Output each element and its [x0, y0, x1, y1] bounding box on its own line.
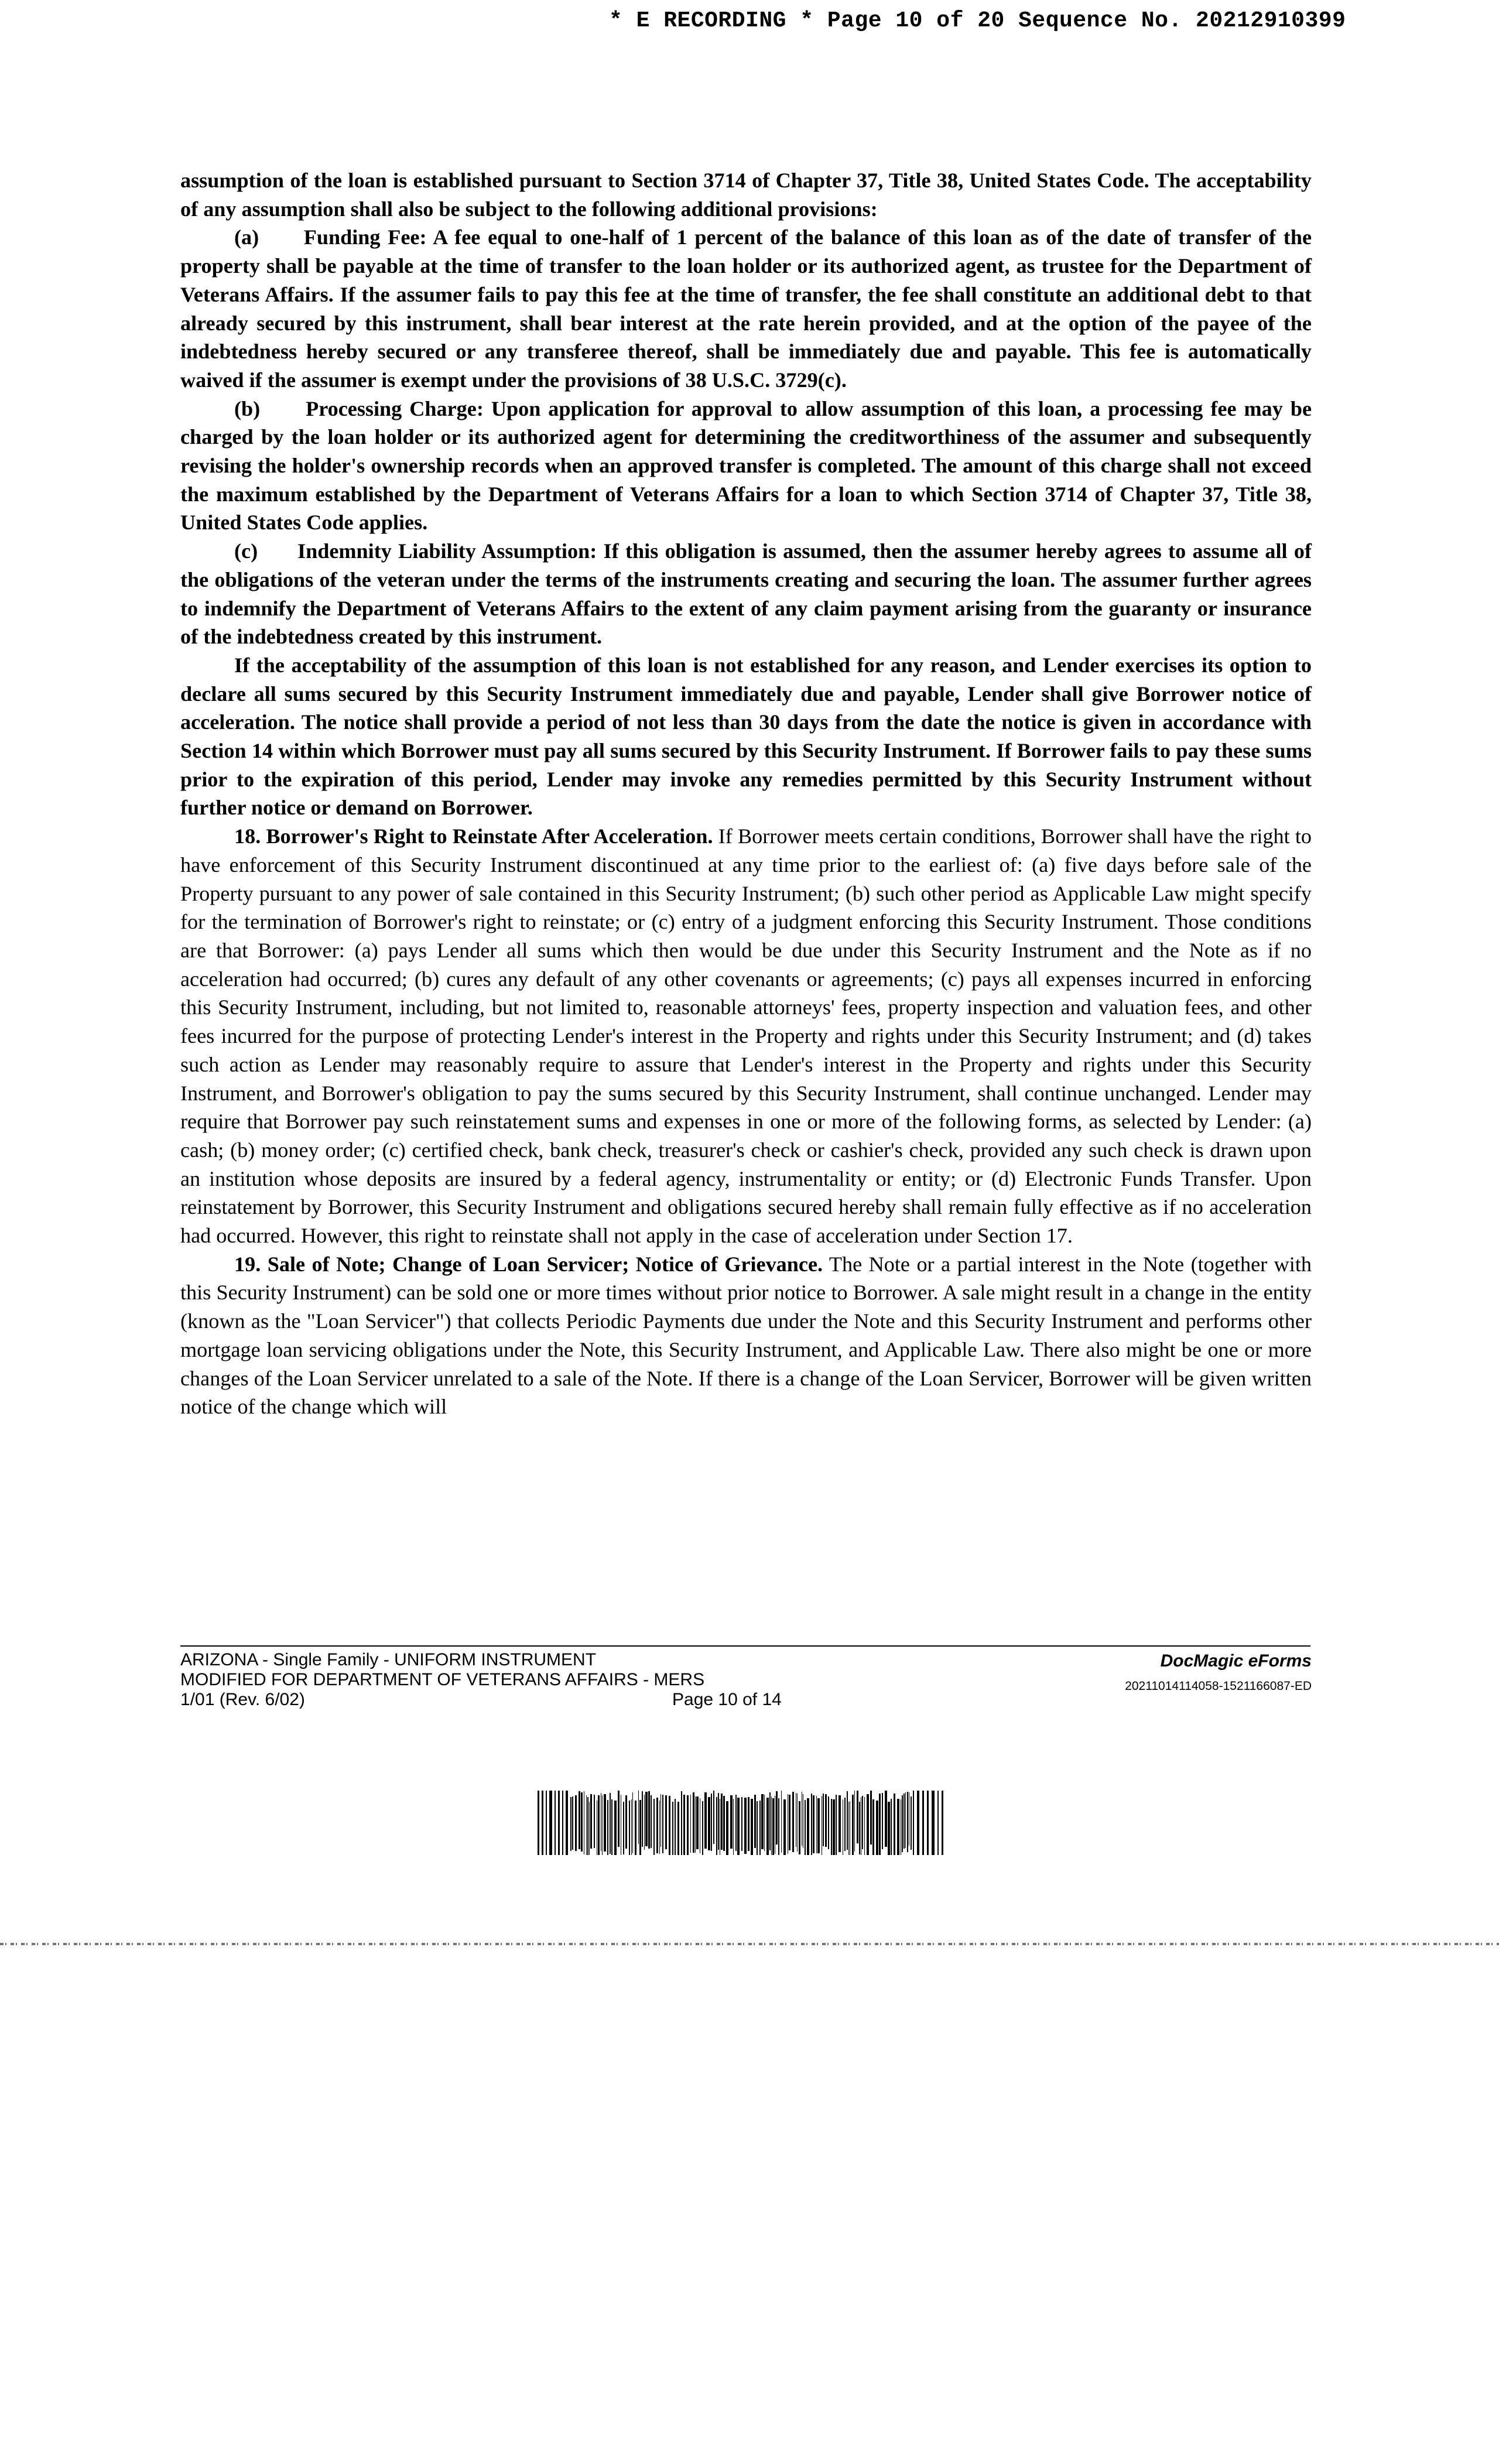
- provision-c-label: (c): [234, 539, 258, 563]
- section-18: [180, 822, 1312, 1250]
- footer-page-number: Page 10 of 14: [672, 1690, 782, 1709]
- document-body: [180, 166, 1312, 1421]
- provision-b: [180, 395, 1312, 538]
- section-19-text: The Note or a partial interest in the Note (together with this Security Instrument) can be sold one or more times without prior notice to Borrower. A sale might result in a change in the entity (known as the "Loan Servicer") that collects Periodic Payments due under the Note and this Security Instrument and performs other mortgage loan servicing obligations under the Note, this Security Instrument, and Applicable Law. There also might be one or more changes of the Loan Servicer unrelated to a sale of the Note. If there is a change of the Loan Servicer, Borrower will be given written notice of the change which will: [180, 1252, 1312, 1419]
- footer-divider: [180, 1645, 1310, 1647]
- section-19: [180, 1250, 1312, 1421]
- provision-a-label: (a): [234, 225, 259, 249]
- recording-stamp: * E RECORDING * Page 10 of 20 Sequence No. 20212910399: [609, 8, 1346, 33]
- scan-artifact-line: [0, 1943, 1499, 1945]
- footer-line-3: 1/01 (Rev. 6/02): [180, 1690, 305, 1709]
- footer-line-2: MODIFIED FOR DEPARTMENT OF VETERANS AFFAIRS - MERS: [180, 1670, 705, 1689]
- provision-a: [180, 223, 1312, 394]
- provision-c: [180, 537, 1312, 651]
- section-18-heading: 18. Borrower's Right to Reinstate After Acceleration.: [234, 824, 713, 848]
- provision-b-label: (b): [234, 396, 261, 420]
- barcode-image: [538, 1791, 954, 1855]
- section-18-text: If Borrower meets certain conditions, Borrower shall have the right to have enforcement of this Security Instrument discontinued at any time prior to the earliest of: (a) five days before sale of the Property pursuant to any power of sale contained in this Security Instrument; (b) such other period as Applicable Law might specify for the termination of Borrower's right to reinstate; or (c) entry of a judgment enforcing this Security Instrument. Those conditions are that Borrower: (a) pays Lender all sums which then would be due under this Security Instrument and the Note as if no acceleration had occurred; (b) cures any default of any other covenants or agreements; (c) pays all expenses incurred in enforcing this Security Instrument, including, but not limited to, reasonable attorneys' fees, property inspection and valuation fees, and other fees incurred for the purpose of protecting Lender's interest in the Property and rights under this Security Instrument; and (d) takes such action as Lender may reasonably require to assure that Lender's interest in the Property and rights under this Security Instrument, and Borrower's obligation to pay the sums secured by this Security Instrument, shall continue unchanged. Lender may require that Borrower pay such reinstatement sums and expenses in one or more of the following forms, as selected by Lender: (a) cash; (b) money order; (c) certified check, bank check, treasurer's check or cashier's check, provided any such check is drawn upon an institution whose deposits are insured by a federal agency, instrumentality or entity; or (d) Electronic Funds Transfer. Upon reinstatement by Borrower, this Security Instrument and obligations secured hereby shall remain fully effective as if no acceleration had occurred. However, this right to reinstate shall not apply in the case of acceleration under Section 17.: [180, 824, 1312, 1248]
- docmagic-logo: DocMagic eForms: [1160, 1651, 1312, 1671]
- intro-paragraph: assumption of the loan is established pursuant to Section 3714 of Chapter 37, Title 38, United States Code. The acceptability of any assumption shall also be subject to the following additional provisions:: [180, 169, 1312, 221]
- provision-b-text: Processing Charge: Upon application for approval to allow assumption of this loan, a processing fee may be charged by the loan holder or its authorized agent for determining the creditworthiness of the assumer and subsequently revising the holder's ownership records when an approved transfer is completed. The amount of this charge shall not exceed the maximum established by the Department of Veterans Affairs for a loan to which Section 3714 of Chapter 37, Title 38, United States Code applies.: [180, 396, 1312, 535]
- footer-line-1: ARIZONA - Single Family - UNIFORM INSTRUMENT: [180, 1650, 597, 1669]
- document-id: 20211014114058-1521166087-ED: [1125, 1679, 1312, 1693]
- acceleration-paragraph: If the acceptability of the assumption of this loan is not established for any reason, and Lender exercises its option to declare all sums secured by this Security Instrument immediately due and payable, Lender shall give Borrower notice of acceleration. The notice shall provide a period of not less than 30 days from the date the notice is given in accordance with Section 14 within which Borrower must pay all sums secured by this Security Instrument. If Borrower fails to pay these sums prior to the expiration of this period, Lender may invoke any remedies permitted by this Security Instrument without further notice or demand on Borrower.: [180, 653, 1312, 820]
- provision-c-text: Indemnity Liability Assumption: If this obligation is assumed, then the assumer hereby agrees to assume all of the obligations of the veteran under the terms of the instruments creating and securing the loan. The assumer further agrees to indemnify the Department of Veterans Affairs to the extent of any claim payment arising from the guaranty or insurance of the indebtedness created by this instrument.: [180, 539, 1312, 649]
- provision-a-text: Funding Fee: A fee equal to one-half of 1 percent of the balance of this loan as of the date of transfer of the property shall be payable at the time of transfer to the loan holder or its authorized agent, as trustee for the Department of Veterans Affairs. If the assumer fails to pay this fee at the time of transfer, the fee shall constitute an additional debt to that already secured by this instrument, shall bear interest at the rate herein provided, and at the option of the payee of the indebtedness hereby secured or any transferee thereof, shall be immediately due and payable. This fee is automatically waived if the assumer is exempt under the provisions of 38 U.S.C. 3729(c).: [180, 225, 1312, 392]
- section-19-heading: 19. Sale of Note; Change of Loan Servicer; Notice of Grievance.: [234, 1252, 823, 1276]
